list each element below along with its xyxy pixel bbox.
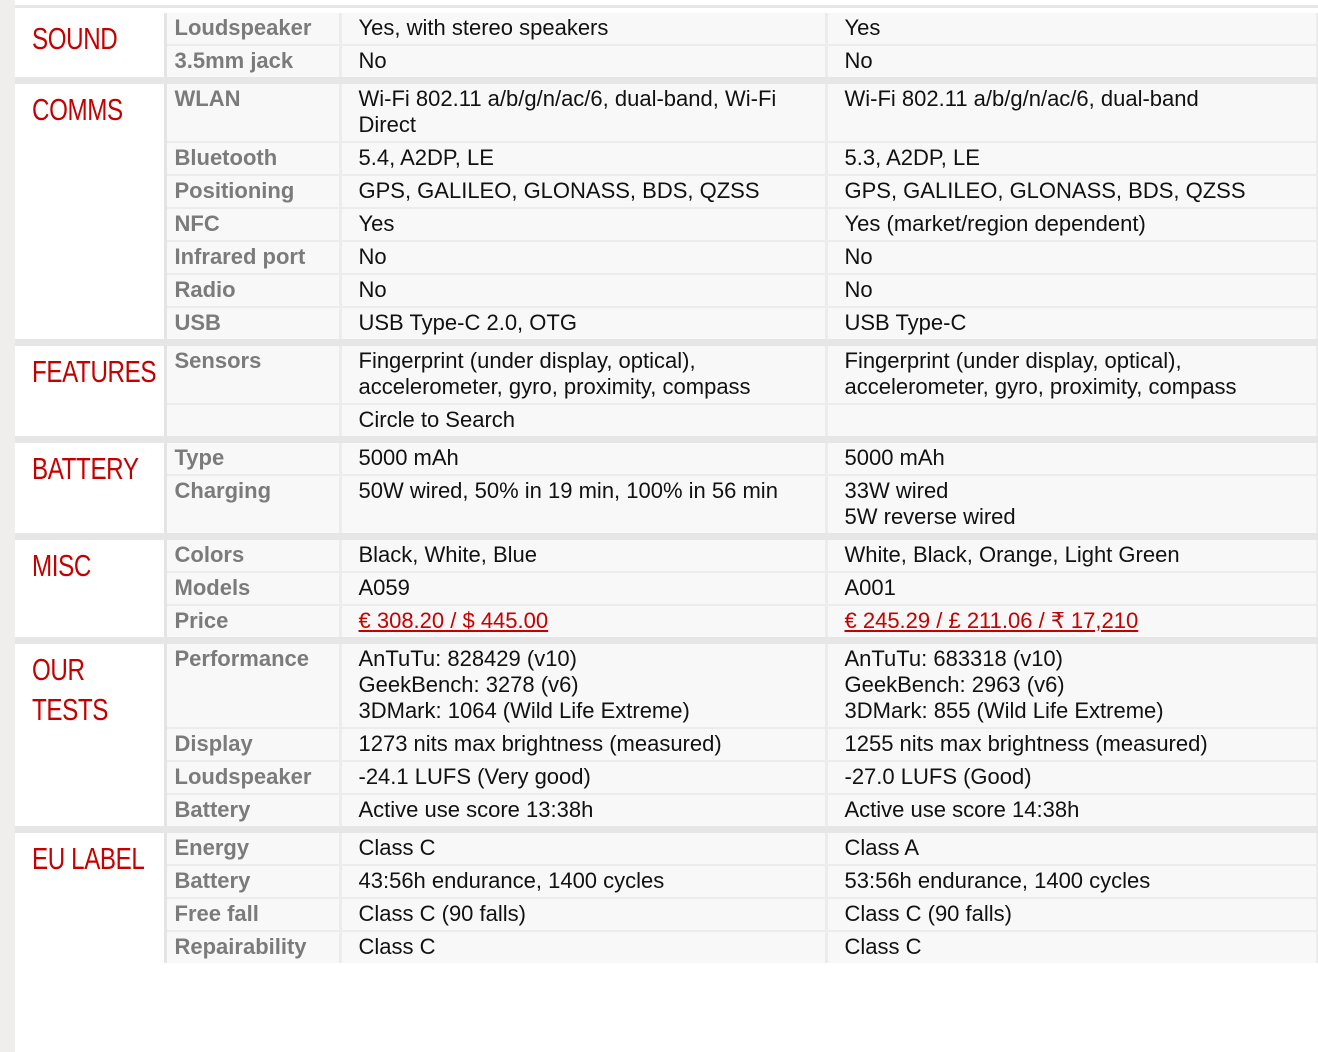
spec-row bbox=[15, 274, 1318, 307]
spec-row bbox=[15, 45, 1318, 77]
phone-a-value: Fingerprint (under display, optical), accelerometer, gyro, proximity, compass bbox=[340, 346, 826, 404]
spec-label: Type bbox=[165, 443, 340, 475]
section-separator-bar bbox=[15, 533, 1318, 540]
spec-label: Colors bbox=[165, 540, 340, 572]
spec-label: Performance bbox=[165, 644, 340, 728]
spec-label: Positioning bbox=[165, 175, 340, 208]
phone-a-value: A059 bbox=[340, 572, 826, 605]
phone-a-value: Black, White, Blue bbox=[340, 540, 826, 572]
phone-a-value: -24.1 LUFS (Very good) bbox=[340, 761, 826, 794]
phone-b-value: 5.3, A2DP, LE bbox=[826, 142, 1318, 175]
section-separator bbox=[15, 339, 1318, 346]
phone-b-value bbox=[826, 605, 1318, 637]
section-title-battery bbox=[15, 443, 165, 533]
phone-b-value: 53:56h endurance, 1400 cycles bbox=[826, 865, 1318, 898]
phone-b-value: USB Type-C bbox=[826, 307, 1318, 339]
section-separator-bar bbox=[15, 77, 1318, 84]
spec-label bbox=[165, 404, 340, 436]
section-separator-bar bbox=[15, 637, 1318, 644]
phone-b-value: Yes bbox=[826, 13, 1318, 45]
phone-b-value: White, Black, Orange, Light Green bbox=[826, 540, 1318, 572]
spec-label: Display bbox=[165, 728, 340, 761]
phone-b-value: No bbox=[826, 45, 1318, 77]
spec-label: Sensors bbox=[165, 346, 340, 404]
spec-label: Loudspeaker bbox=[165, 13, 340, 45]
spec-row bbox=[15, 605, 1318, 637]
spec-label: Radio bbox=[165, 274, 340, 307]
spec-row bbox=[15, 865, 1318, 898]
spec-label: Infrared port bbox=[165, 241, 340, 274]
section-title-features bbox=[15, 346, 165, 436]
section-title-eu-label bbox=[15, 833, 165, 963]
spec-row bbox=[15, 794, 1318, 826]
section-title-text: FEATURES bbox=[32, 354, 157, 389]
phone-a-value: Circle to Search bbox=[340, 404, 826, 436]
spec-row bbox=[15, 346, 1318, 404]
spec-label: Energy bbox=[165, 833, 340, 865]
section-title-text: COMMS bbox=[32, 92, 123, 127]
section-title-misc bbox=[15, 540, 165, 637]
phone-b-value: Active use score 14:38h bbox=[826, 794, 1318, 826]
spec-row bbox=[15, 728, 1318, 761]
phone-a-value: 1273 nits max brightness (measured) bbox=[340, 728, 826, 761]
spec-row bbox=[15, 475, 1318, 533]
spec-row bbox=[15, 142, 1318, 175]
section-title-text: EU LABEL bbox=[32, 841, 145, 876]
phone-a-value bbox=[340, 605, 826, 637]
phone-a-value: No bbox=[340, 241, 826, 274]
phone-b-value: Yes (market/region dependent) bbox=[826, 208, 1318, 241]
phone-a-value: Wi-Fi 802.11 a/b/g/n/ac/6, dual-band, Wi-Fi Direct bbox=[340, 84, 826, 142]
phone-b-value: Fingerprint (under display, optical), accelerometer, gyro, proximity, compass bbox=[826, 346, 1318, 404]
section-separator bbox=[15, 436, 1318, 443]
section-title-sound bbox=[15, 13, 165, 77]
phone-b-value: AnTuTu: 683318 (v10) GeekBench: 2963 (v6) 3DMark: 855 (Wild Life Extreme) bbox=[826, 644, 1318, 728]
spec-row bbox=[15, 931, 1318, 963]
section-title-text: MISC bbox=[32, 548, 91, 583]
spec-row bbox=[15, 644, 1318, 728]
phone-b-value: Wi-Fi 802.11 a/b/g/n/ac/6, dual-band bbox=[826, 84, 1318, 142]
section-separator-bar bbox=[15, 436, 1318, 443]
section-title-text: SOUND bbox=[32, 21, 118, 56]
phone-a-value: No bbox=[340, 45, 826, 77]
spec-label: Models bbox=[165, 572, 340, 605]
phone-a-price-link[interactable]: € 308.20 / $ 445.00 bbox=[358, 608, 549, 633]
phone-b-value: No bbox=[826, 274, 1318, 307]
spec-row bbox=[15, 404, 1318, 436]
phone-b-value: 33W wired 5W reverse wired bbox=[826, 475, 1318, 533]
spec-label: Loudspeaker bbox=[165, 761, 340, 794]
spec-label: Battery bbox=[165, 794, 340, 826]
phone-a-value: AnTuTu: 828429 (v10) GeekBench: 3278 (v6) 3DMark: 1064 (Wild Life Extreme) bbox=[340, 644, 826, 728]
phone-a-value: 5000 mAh bbox=[340, 443, 826, 475]
table-top-border bbox=[15, 0, 1318, 13]
spec-comparison-table bbox=[15, 13, 1318, 963]
section-title-our-tests bbox=[15, 644, 165, 826]
section-separator bbox=[15, 77, 1318, 84]
spec-label: Price bbox=[165, 605, 340, 637]
phone-b-value: GPS, GALILEO, GLONASS, BDS, QZSS bbox=[826, 175, 1318, 208]
spec-label: Free fall bbox=[165, 898, 340, 931]
spec-label: NFC bbox=[165, 208, 340, 241]
spec-label: Repairability bbox=[165, 931, 340, 963]
section-separator bbox=[15, 826, 1318, 833]
phone-b-value: 5000 mAh bbox=[826, 443, 1318, 475]
spec-row bbox=[15, 13, 1318, 45]
spec-label: Charging bbox=[165, 475, 340, 533]
spec-row bbox=[15, 241, 1318, 274]
spec-row bbox=[15, 307, 1318, 339]
spec-label: USB bbox=[165, 307, 340, 339]
spec-row bbox=[15, 208, 1318, 241]
spec-label: 3.5mm jack bbox=[165, 45, 340, 77]
phone-a-value: Active use score 13:38h bbox=[340, 794, 826, 826]
phone-a-value: 50W wired, 50% in 19 min, 100% in 56 min bbox=[340, 475, 826, 533]
phone-a-value: Class C bbox=[340, 931, 826, 963]
spec-row bbox=[15, 761, 1318, 794]
phone-b-value: Class C (90 falls) bbox=[826, 898, 1318, 931]
phone-a-value: USB Type-C 2.0, OTG bbox=[340, 307, 826, 339]
spec-row bbox=[15, 443, 1318, 475]
phone-a-value: Class C (90 falls) bbox=[340, 898, 826, 931]
phone-b-price-link[interactable]: € 245.29 / £ 211.06 / ₹ 17,210 bbox=[844, 608, 1139, 633]
phone-a-value: Yes, with stereo speakers bbox=[340, 13, 826, 45]
phone-a-value: GPS, GALILEO, GLONASS, BDS, QZSS bbox=[340, 175, 826, 208]
phone-b-value: No bbox=[826, 241, 1318, 274]
phone-a-value: Class C bbox=[340, 833, 826, 865]
phone-a-value: 43:56h endurance, 1400 cycles bbox=[340, 865, 826, 898]
section-separator bbox=[15, 637, 1318, 644]
phone-a-value: No bbox=[340, 274, 826, 307]
phone-b-value bbox=[826, 404, 1318, 436]
spec-row bbox=[15, 572, 1318, 605]
spec-row bbox=[15, 540, 1318, 572]
spec-label: Bluetooth bbox=[165, 142, 340, 175]
spec-row bbox=[15, 84, 1318, 142]
phone-b-value: -27.0 LUFS (Good) bbox=[826, 761, 1318, 794]
section-separator-bar bbox=[15, 826, 1318, 833]
section-title-text: BATTERY bbox=[32, 451, 139, 486]
section-title-comms bbox=[15, 84, 165, 339]
spec-row bbox=[15, 175, 1318, 208]
phone-b-value: A001 bbox=[826, 572, 1318, 605]
phone-b-value: Class A bbox=[826, 833, 1318, 865]
phone-b-value: 1255 nits max brightness (measured) bbox=[826, 728, 1318, 761]
spec-label: WLAN bbox=[165, 84, 340, 142]
section-separator-bar bbox=[15, 339, 1318, 346]
spec-row bbox=[15, 898, 1318, 931]
phone-a-value: Yes bbox=[340, 208, 826, 241]
spec-row bbox=[15, 833, 1318, 865]
phone-b-value: Class C bbox=[826, 931, 1318, 963]
spec-label: Battery bbox=[165, 865, 340, 898]
page-gutter bbox=[0, 0, 15, 1052]
phone-a-value: 5.4, A2DP, LE bbox=[340, 142, 826, 175]
section-title-text: OUR TESTS bbox=[32, 652, 108, 727]
section-separator bbox=[15, 533, 1318, 540]
